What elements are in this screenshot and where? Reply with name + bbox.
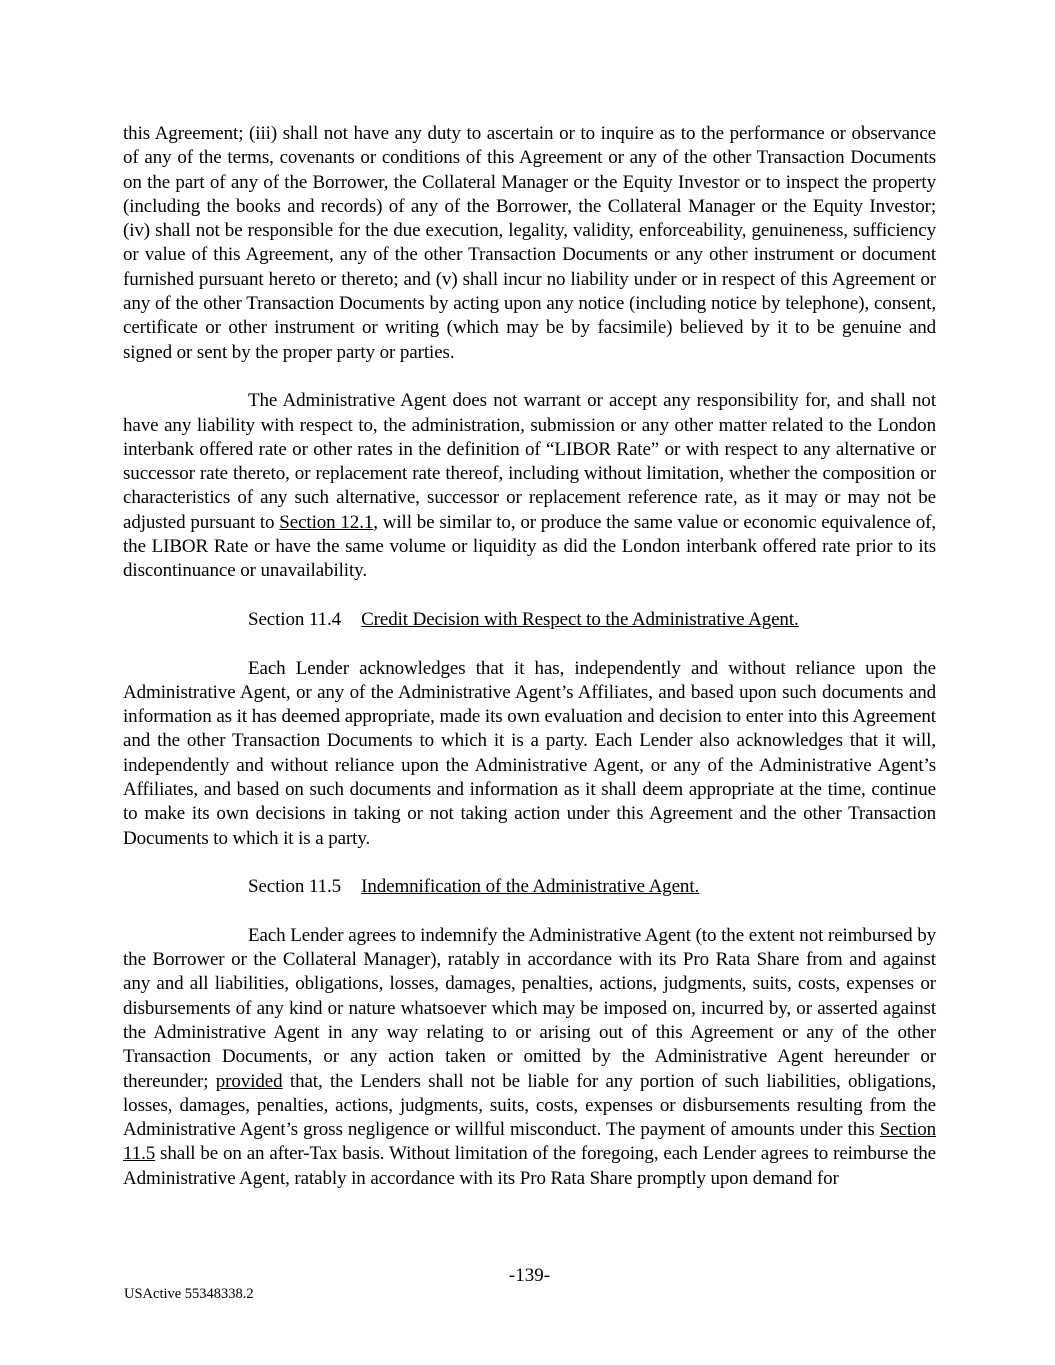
footer-doc-id: USActive 55348338.2 bbox=[124, 1286, 254, 1302]
paragraph-text: Each Lender agrees to indemnify the Administrative Agent (to the extent not reimbursed by the Borrower or the Collateral Manager), ratably in accordance with its Pro Rata Share from and against any and all liabilities, obligations, losses, damages, penalties, actions, judgments, suits, costs, expenses or disbursements of any kind or nature whatsoever which may be imposed on, incurred by, or asserted against the Administrative Agent in any way relating to or arising out of this Agreement or any of the other Transaction Documents, or any action taken or omitted by the Administrative Agent hereunder or thereunder; bbox=[123, 924, 936, 1092]
section-heading bbox=[123, 875, 936, 899]
section-number: Section 11.4 bbox=[248, 608, 342, 630]
section-title: Credit Decision with Respect to the Administrative Agent. bbox=[361, 608, 799, 630]
page-number: -139- bbox=[508, 1265, 551, 1286]
paragraph bbox=[123, 924, 936, 1191]
section-heading bbox=[123, 608, 936, 632]
paragraph bbox=[123, 657, 936, 851]
underlined-reference: provided bbox=[215, 1070, 283, 1092]
section-title: Indemnification of the Administrative Agent. bbox=[361, 876, 700, 898]
document-content bbox=[123, 122, 936, 1191]
underlined-reference: Section 11.5 bbox=[123, 1119, 936, 1165]
paragraph-text: that, the Lenders shall not be liable for any portion of such liabilities, obligations, losses, damages, penalties, actions, judgments, suits, costs, expenses or disbursements resulting from the Administrative Agent’s gross negligence or willful misconduct. The payment of amounts under this bbox=[123, 1070, 936, 1141]
underlined-reference: Section 12.1 bbox=[279, 511, 374, 533]
paragraph bbox=[123, 122, 936, 365]
paragraph-text: Each Lender acknowledges that it has, independently and without reliance upon the Administrative Agent, or any of the Administrative Agent’s Affiliates, and based upon such documents and information as it has deemed appropriate, made its own evaluation and decision to enter into this Agreement and the other Transaction Documents to which it is a party. Each Lender also acknowledges that it will, independently and without reliance upon the Administrative Agent, or any of the Administrative Agent’s Affiliates, and based on such documents and information as it shall deem appropriate at the time, continue to make its own decisions in taking or not taking action under this Agreement and the other Transaction Documents to which it is a party. bbox=[123, 657, 936, 849]
paragraph bbox=[123, 389, 936, 583]
paragraph-text: , will be similar to, or produce the same value or economic equivalence of, the LIBOR Rate or have the same volume or liquidity as did the London interbank offered rate prior to its discontinuance or unavailability. bbox=[123, 511, 936, 582]
section-number: Section 11.5 bbox=[248, 876, 342, 898]
paragraph-text: The Administrative Agent does not warrant or accept any responsibility for, and shall not have any liability with respect to, the administration, submission or any other matter related to the London interbank offered rate or other rates in the definition of “LIBOR Rate” or with respect to any alternative or successor rate thereto, or replacement rate thereof, including without limitation, whether the composition or characteristics of any such alternative, successor or replacement reference rate, as it may or may not be adjusted pursuant to bbox=[123, 390, 936, 533]
paragraph-text: shall be on an after-Tax basis. Without limitation of the foregoing, each Lender agrees to reimburse the Administrative Agent, ratably in accordance with its Pro Rata Share promptly upon demand for bbox=[123, 1143, 936, 1189]
paragraph-text: this Agreement; (iii) shall not have any duty to ascertain or to inquire as to the performance or observance of any of the terms, covenants or conditions of this Agreement or any of the other Transaction Documents on the part of any of the Borrower, the Collateral Manager or the Equity Investor or to inspect the property (including the books and records) of any of the Borrower, the Collateral Manager or the Equity Investor; (iv) shall not be responsible for the due execution, legality, validity, enforceability, genuineness, sufficiency or value of this Agreement, any of the other Transaction Documents or any other instrument or document furnished pursuant hereto or thereto; and (v) shall incur no liability under or in respect of this Agreement or any of the other Transaction Documents by acting upon any notice (including notice by telephone), consent, certificate or other instrument or writing (which may be by facsimile) believed by it to be genuine and signed or sent by the proper party or parties. bbox=[123, 123, 936, 363]
